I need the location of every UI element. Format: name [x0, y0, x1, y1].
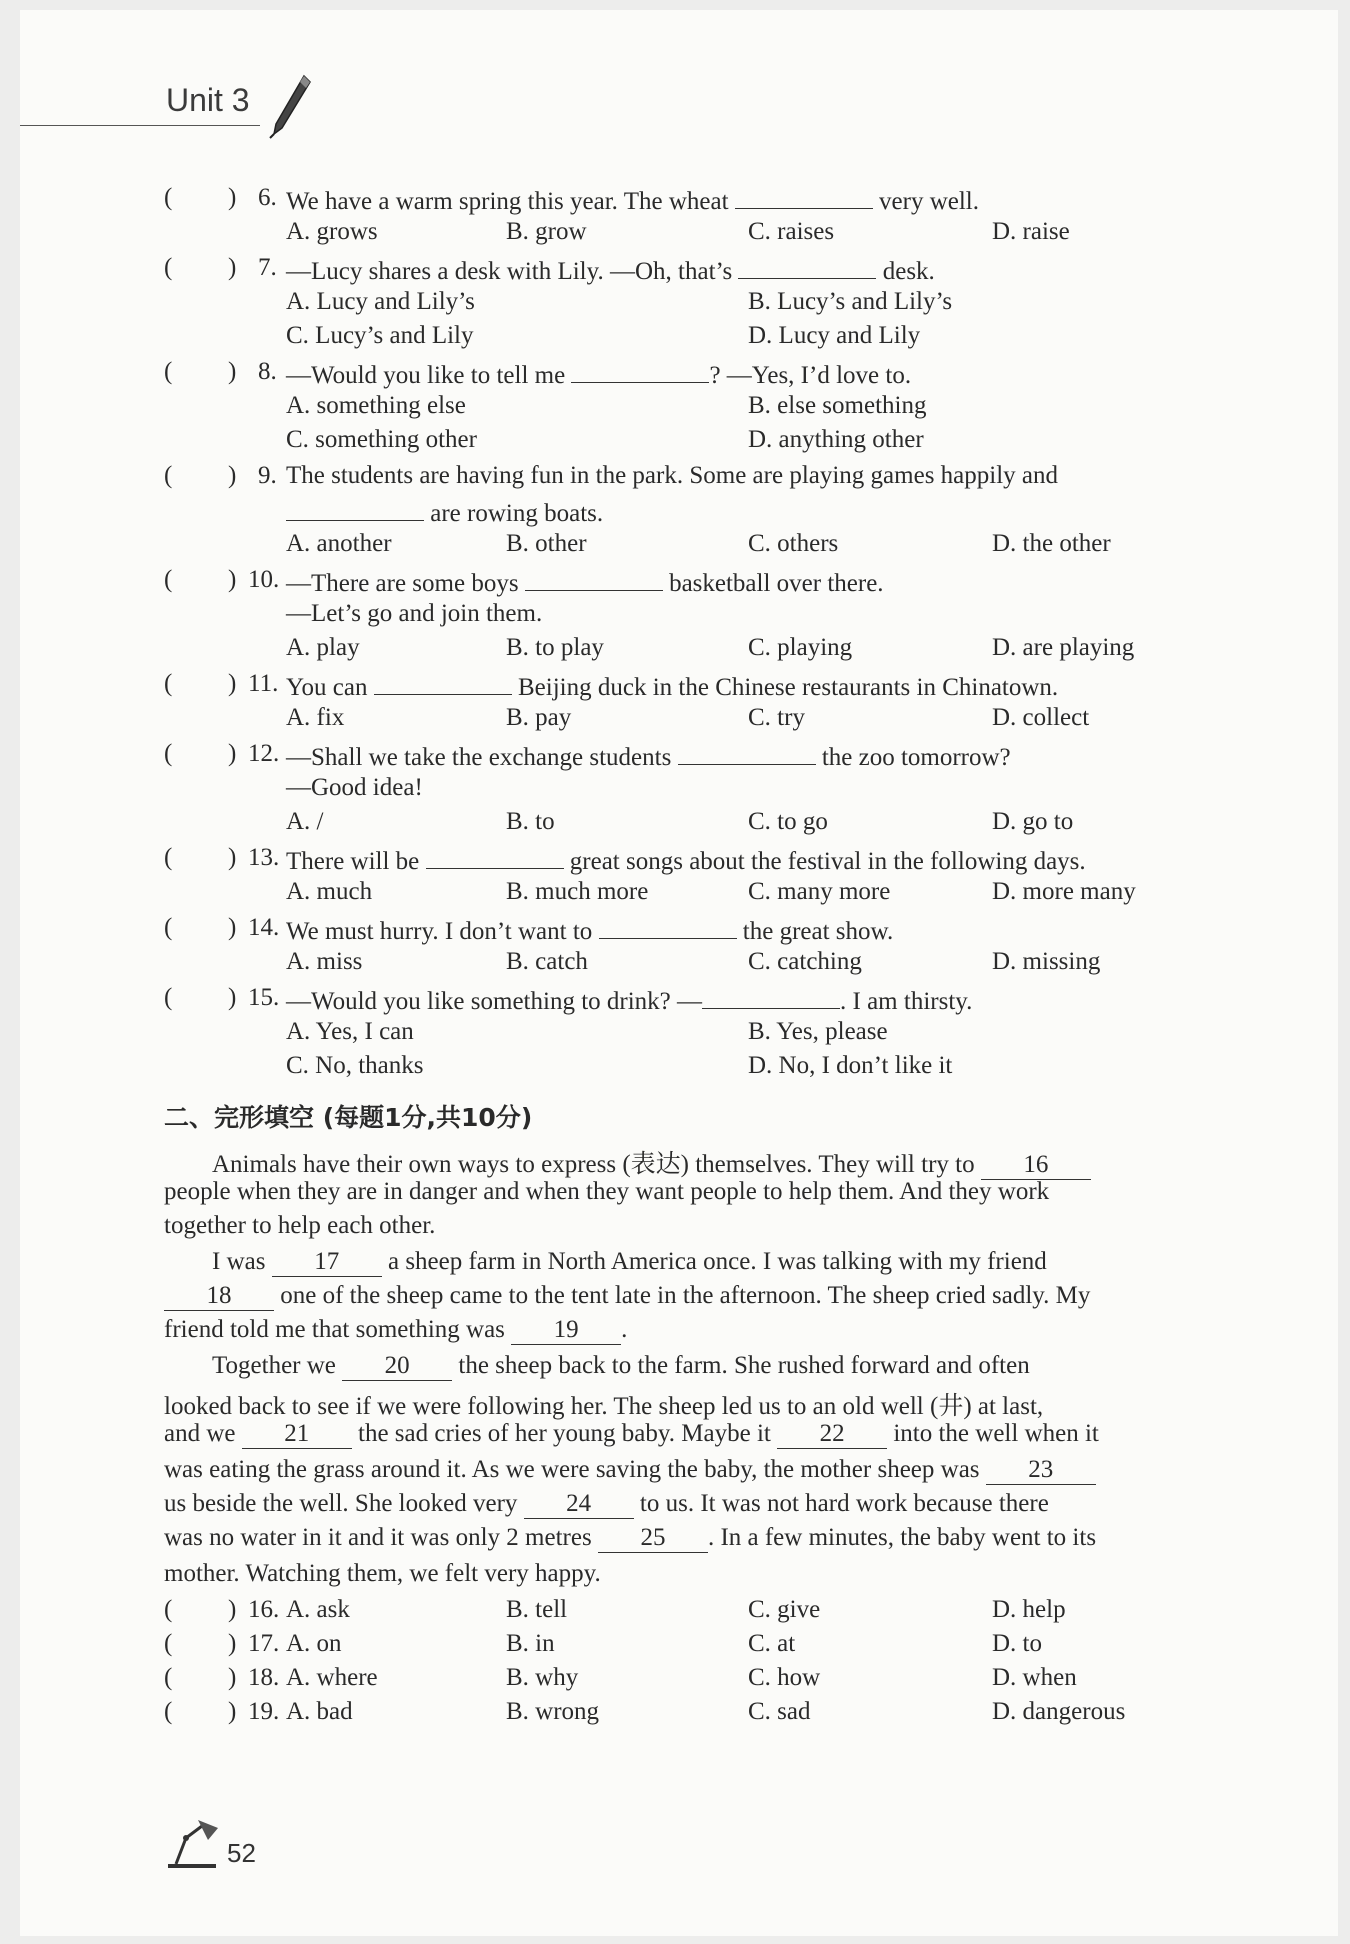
- cloze-blank[interactable]: 25: [598, 1524, 708, 1553]
- unit-title: Unit 3: [166, 82, 250, 118]
- option-c[interactable]: C. try: [748, 704, 805, 731]
- option-c[interactable]: C. No, thanks: [286, 1052, 424, 1079]
- question-number: 15.: [248, 984, 280, 1011]
- cloze-blank[interactable]: 24: [524, 1490, 634, 1519]
- option-d[interactable]: D. anything other: [748, 426, 924, 453]
- cloze-blank[interactable]: 19: [511, 1316, 621, 1345]
- desk-lamp-icon: [162, 1818, 224, 1870]
- question-number: 19.: [248, 1698, 280, 1725]
- option-a[interactable]: A. play: [286, 634, 360, 661]
- passage-line: was eating the grass around it. As we were saving the baby, the mother sheep was 23: [164, 1456, 1096, 1485]
- option-d[interactable]: D. No, I don’t like it: [748, 1052, 953, 1079]
- option-a[interactable]: A. something else: [286, 392, 466, 419]
- option-b[interactable]: B. in: [506, 1630, 555, 1657]
- passage-line: Animals have their own ways to express (表达) themselves. They will try to 16: [212, 1144, 1091, 1180]
- passage-line: mother. Watching them, we felt very happy.: [164, 1560, 601, 1587]
- option-a[interactable]: A. ask: [286, 1596, 350, 1623]
- passage-line: together to help each other.: [164, 1212, 436, 1239]
- option-b[interactable]: B. grow: [506, 218, 587, 245]
- option-d[interactable]: D. the other: [992, 530, 1111, 557]
- option-c[interactable]: C. Lucy’s and Lily: [286, 322, 474, 349]
- option-c[interactable]: C. at: [748, 1630, 796, 1657]
- option-b[interactable]: B. other: [506, 530, 587, 557]
- option-a[interactable]: A. Yes, I can: [286, 1018, 414, 1045]
- option-a[interactable]: A. where: [286, 1664, 378, 1691]
- option-a[interactable]: A. much: [286, 878, 373, 905]
- option-d[interactable]: D. missing: [992, 948, 1101, 975]
- section-heading: 二、完形填空 (每题1分,共10分): [164, 1103, 533, 1132]
- page-number: 52: [227, 1838, 256, 1868]
- option-d[interactable]: D. collect: [992, 704, 1090, 731]
- cloze-blank[interactable]: 16: [981, 1151, 1091, 1180]
- question-number: 13.: [248, 844, 280, 871]
- option-d[interactable]: D. help: [992, 1596, 1066, 1623]
- option-b[interactable]: B. tell: [506, 1596, 568, 1623]
- option-b[interactable]: B. Lucy’s and Lily’s: [748, 288, 953, 315]
- option-a[interactable]: A. fix: [286, 704, 345, 731]
- question-number: 12.: [248, 740, 280, 767]
- question-number: 11.: [248, 670, 279, 697]
- answer-blank[interactable]: [735, 184, 873, 209]
- option-b[interactable]: B. why: [506, 1664, 579, 1691]
- option-c[interactable]: C. to go: [748, 808, 828, 835]
- option-c[interactable]: C. raises: [748, 218, 835, 245]
- question-number: 16.: [248, 1596, 280, 1623]
- answer-blank[interactable]: [426, 844, 564, 869]
- option-d[interactable]: D. Lucy and Lily: [748, 322, 921, 349]
- option-b[interactable]: B. Yes, please: [748, 1018, 888, 1045]
- option-a[interactable]: A. on: [286, 1630, 342, 1657]
- cloze-blank[interactable]: 18: [164, 1282, 274, 1311]
- option-a[interactable]: A. miss: [286, 948, 363, 975]
- passage-line: looked back to see if we were following her. The sheep led us to an old well (井) at last,: [164, 1393, 1044, 1420]
- question-number: 14.: [248, 914, 280, 941]
- question-number: 6.: [258, 184, 277, 211]
- option-c[interactable]: C. catching: [748, 948, 862, 975]
- header-rule: [20, 125, 260, 126]
- option-c[interactable]: C. others: [748, 530, 839, 557]
- question-number: 8.: [258, 358, 277, 385]
- option-c[interactable]: C. many more: [748, 878, 891, 905]
- option-a[interactable]: A. /: [286, 808, 324, 835]
- option-d[interactable]: D. when: [992, 1664, 1077, 1691]
- option-d[interactable]: D. go to: [992, 808, 1074, 835]
- option-b[interactable]: B. else something: [748, 392, 927, 419]
- answer-blank[interactable]: [286, 496, 424, 521]
- option-d[interactable]: D. raise: [992, 218, 1070, 245]
- option-b[interactable]: B. much more: [506, 878, 649, 905]
- worksheet-page: [20, 10, 1338, 1936]
- option-b[interactable]: B. catch: [506, 948, 588, 975]
- passage-line: Together we 20 the sheep back to the farm. She rushed forward and often: [212, 1352, 1030, 1379]
- option-a[interactable]: A. grows: [286, 218, 378, 245]
- option-a[interactable]: A. bad: [286, 1698, 353, 1725]
- option-d[interactable]: D. are playing: [992, 634, 1135, 661]
- option-b[interactable]: B. to: [506, 808, 555, 835]
- option-d[interactable]: D. to: [992, 1630, 1042, 1657]
- option-b[interactable]: B. to play: [506, 634, 604, 661]
- answer-blank[interactable]: [599, 914, 737, 939]
- question-number: 10.: [248, 566, 280, 593]
- question-number: 17.: [248, 1630, 280, 1657]
- option-c[interactable]: C. playing: [748, 634, 853, 661]
- passage-line: was no water in it and it was only 2 metres 25 . In a few minutes, the baby went to its: [164, 1524, 1097, 1551]
- question-number: 9.: [258, 462, 277, 489]
- passage-line: us beside the well. She looked very 24 to us. It was not hard work because there: [164, 1490, 1049, 1517]
- option-c[interactable]: C. how: [748, 1664, 821, 1691]
- option-c[interactable]: C. something other: [286, 426, 477, 453]
- answer-blank[interactable]: [525, 566, 663, 591]
- option-b[interactable]: B. wrong: [506, 1698, 600, 1725]
- option-b[interactable]: B. pay: [506, 704, 572, 731]
- passage-line: 18 one of the sheep came to the tent late in the afternoon. The sheep cried sadly. My: [164, 1282, 1090, 1311]
- question-number: 7.: [258, 254, 277, 281]
- passage-line: friend told me that something was 19 .: [164, 1316, 628, 1343]
- question-number: 18.: [248, 1664, 280, 1691]
- option-a[interactable]: A. Lucy and Lily’s: [286, 288, 475, 315]
- cloze-blank[interactable]: 22: [777, 1420, 887, 1449]
- answer-blank[interactable]: [374, 670, 512, 695]
- pen-icon: [268, 72, 312, 140]
- cloze-blank[interactable]: 20: [342, 1352, 452, 1381]
- passage-line: I was 17 a sheep farm in North America once. I was talking with my friend: [212, 1248, 1047, 1275]
- answer-blank[interactable]: [571, 358, 709, 383]
- answer-blank[interactable]: [702, 984, 840, 1009]
- passage-line: and we 21 the sad cries of her young baby. Maybe it 22 into the well when it: [164, 1420, 1099, 1447]
- option-c[interactable]: C. sad: [748, 1698, 811, 1725]
- cloze-blank[interactable]: 21: [242, 1420, 352, 1449]
- cloze-blank[interactable]: 23: [986, 1456, 1096, 1485]
- passage-line: people when they are in danger and when they want people to help them. And they work: [164, 1178, 1050, 1205]
- answer-blank[interactable]: [678, 740, 816, 765]
- option-d[interactable]: D. dangerous: [992, 1698, 1126, 1725]
- option-a[interactable]: A. another: [286, 530, 392, 557]
- option-c[interactable]: C. give: [748, 1596, 821, 1623]
- option-d[interactable]: D. more many: [992, 878, 1136, 905]
- answer-blank[interactable]: [738, 254, 876, 279]
- cloze-blank[interactable]: 17: [272, 1248, 382, 1277]
